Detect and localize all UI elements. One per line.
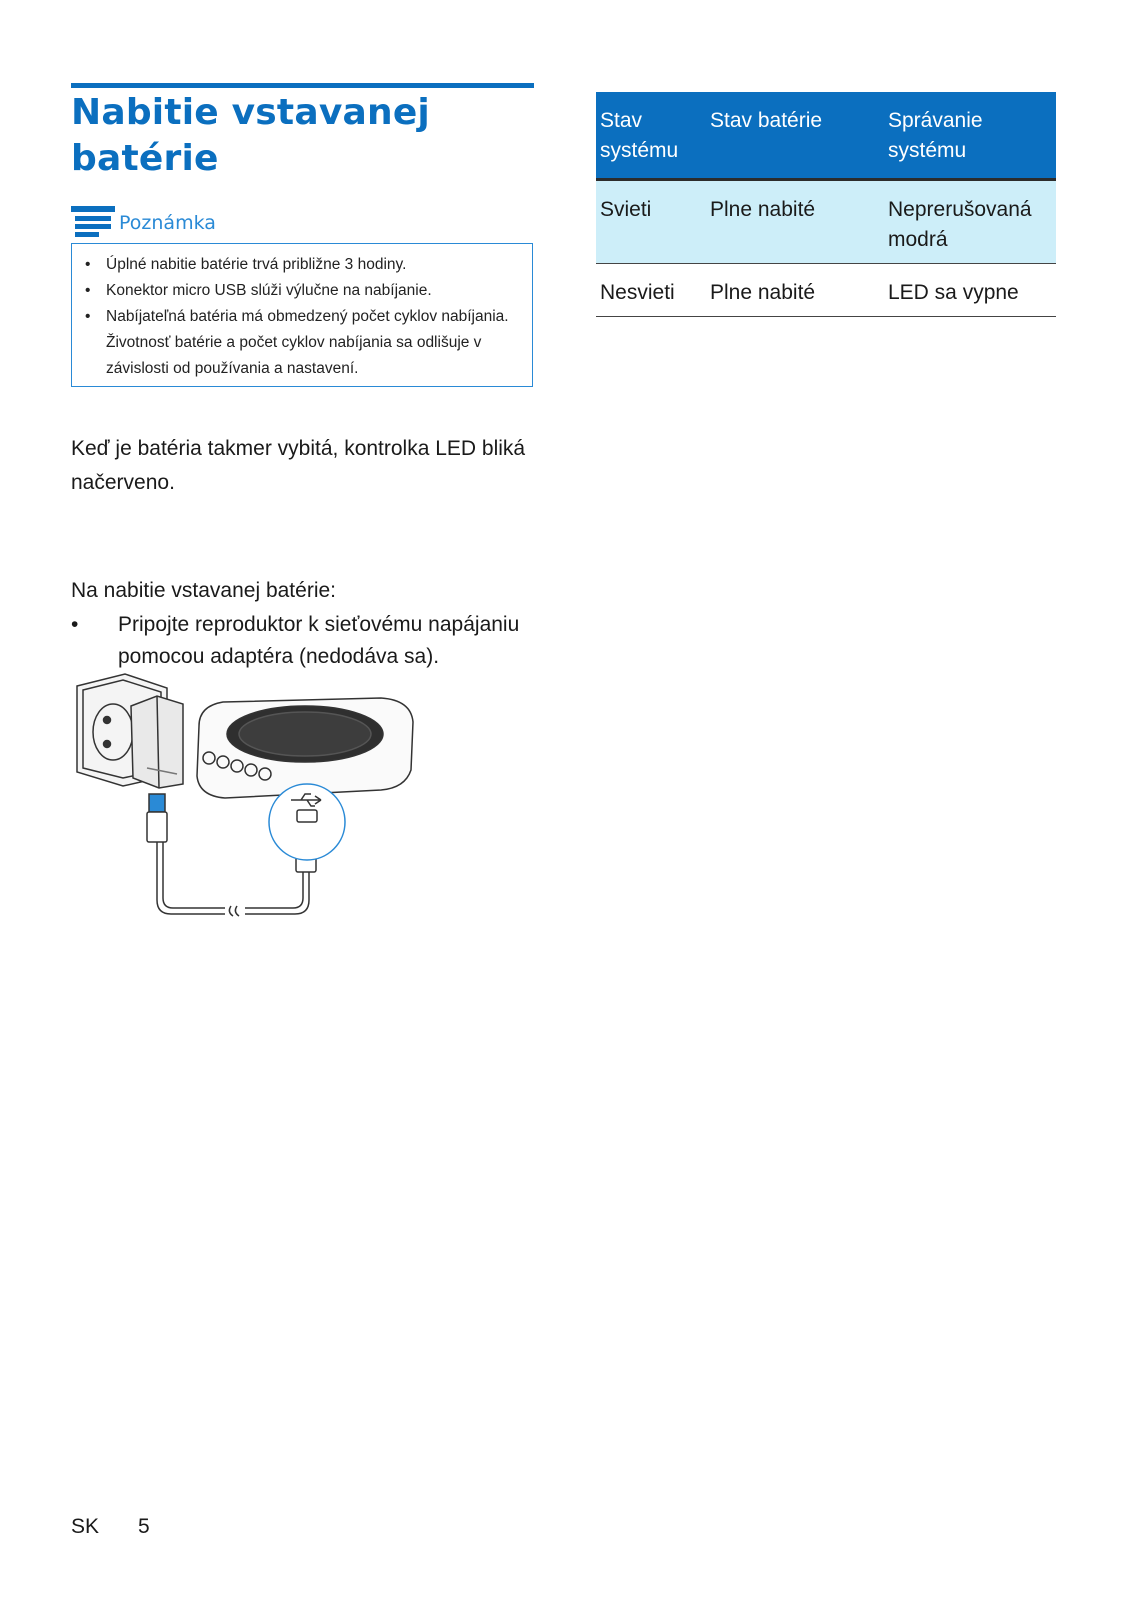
footer-language: SK bbox=[71, 1515, 100, 1538]
step-bullet: • bbox=[71, 613, 79, 636]
power-adapter-illustration bbox=[131, 696, 183, 788]
note-icon bbox=[71, 206, 115, 242]
speaker-illustration bbox=[197, 698, 413, 798]
page-title-line2: batérie bbox=[71, 138, 219, 179]
table-header-row bbox=[596, 92, 1056, 180]
battery-status-table bbox=[596, 92, 1056, 317]
usb-icon-callout bbox=[269, 784, 345, 860]
table-row bbox=[596, 180, 1056, 264]
table-cell: Nesvieti bbox=[596, 264, 706, 317]
table-header: Správanie systému bbox=[884, 92, 1056, 180]
table-header: Stav batérie bbox=[706, 92, 884, 180]
note-label: Poznámka bbox=[119, 212, 216, 234]
table-row bbox=[596, 264, 1056, 317]
note-box bbox=[71, 243, 533, 387]
low-battery-paragraph: Keď je batéria takmer vybitá, kontrolka LED bliká načerveno. bbox=[71, 437, 526, 494]
step-item bbox=[71, 609, 541, 673]
charging-illustration bbox=[75, 672, 435, 944]
instruction-heading: Na nabitie vstavanej batérie: bbox=[71, 579, 336, 602]
note-list bbox=[72, 244, 532, 382]
page-title bbox=[71, 90, 541, 182]
table-cell: Svieti bbox=[596, 180, 706, 264]
page-number: 5 bbox=[138, 1515, 150, 1538]
note-item: • Úplné nabitie batérie trvá približne 3 hodiny. bbox=[72, 252, 526, 278]
table-cell: LED sa vypne bbox=[884, 264, 1056, 317]
table-cell: Plne nabité bbox=[706, 180, 884, 264]
note-item: • Nabíjateľná batéria má obmedzený počet cyklov nabíjania. Životnosť batérie a počet cyklov nabíjania sa odlišuje v závislosti od používania a nastavení. bbox=[72, 304, 526, 382]
table-header: Stav systému bbox=[596, 92, 706, 180]
step-text: Pripojte reproduktor k sieťovému napájaniu pomocou adaptéra (nedodáva sa). bbox=[118, 613, 520, 668]
note-item: • Konektor micro USB slúži výlučne na nabíjanie. bbox=[72, 278, 526, 304]
title-rule bbox=[71, 83, 534, 88]
page-title-line1: Nabitie vstavanej bbox=[71, 92, 430, 133]
table-cell: Plne nabité bbox=[706, 264, 884, 317]
table-cell: Neprerušovaná modrá bbox=[884, 180, 1056, 264]
